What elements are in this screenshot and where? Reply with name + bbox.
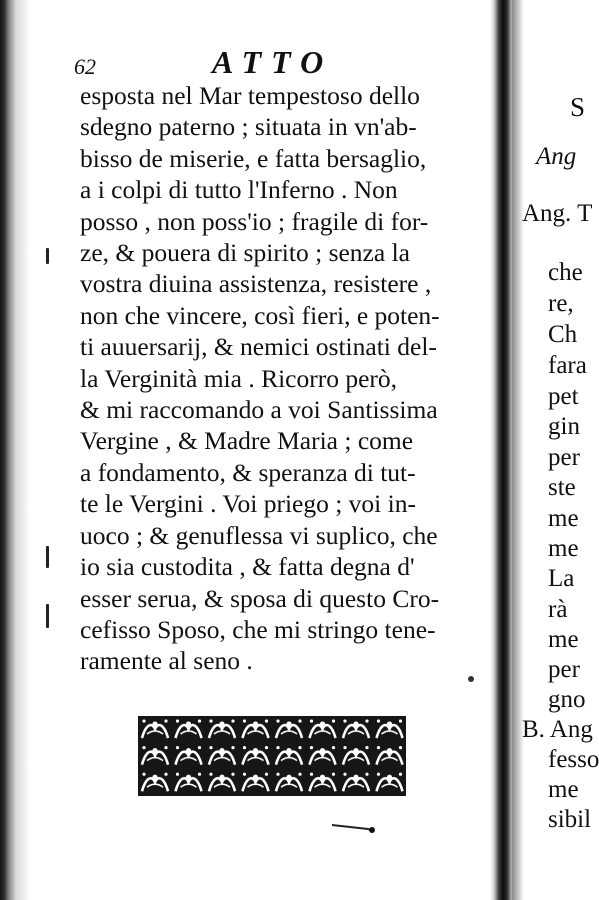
text-line: cefisso Sposo, che mi stringo tene-	[80, 614, 436, 644]
text-line: non che vincere, così fieri, e poten-	[80, 300, 440, 330]
facing-line: me	[548, 535, 579, 562]
facing-line: gno	[548, 686, 586, 713]
facing-line: sibil	[548, 806, 592, 833]
page-heading: ATTO	[212, 44, 334, 80]
facing-line: S	[570, 92, 586, 122]
text-line: ti auuersarij, & nemici ostinati del-	[80, 332, 437, 362]
facing-line: re,	[548, 290, 574, 317]
text-line: & mi raccomando a voi Santissima	[80, 395, 438, 425]
text-line: la Verginità mia . Ricorro però,	[80, 363, 398, 393]
ink-speck	[466, 674, 476, 684]
facing-line: Ang. T	[522, 200, 593, 227]
text-line: uoco ; & genuflessa vi suplico, che	[80, 520, 438, 550]
facing-line: che	[548, 259, 583, 286]
facing-line: B. Ang	[522, 716, 593, 743]
facing-page-fragment	[522, 0, 599, 900]
text-line: ramente al seno .	[80, 646, 253, 676]
text-line: Vergine , & Madre Maria ; come	[80, 426, 414, 456]
text-line: posso , non poss'io ; fragile di for-	[80, 206, 429, 236]
facing-line: gin	[548, 413, 580, 440]
text-line: ze, & pouera di spirito ; senza la	[80, 238, 410, 268]
running-head	[72, 44, 492, 84]
facing-line: fara	[548, 352, 587, 379]
text-line: bisso de miserie, e fatta bersaglio,	[80, 143, 427, 173]
facing-line: Ang	[536, 143, 577, 170]
text-line: esser serua, & sposa di questo Cro-	[80, 583, 440, 613]
facing-line: me	[548, 505, 579, 532]
body-text	[80, 80, 490, 677]
text-line: a i colpi di tutto l'Inferno . Non	[80, 175, 398, 205]
facing-line: ste	[548, 474, 576, 501]
ink-stroke	[330, 823, 380, 833]
text-line: esposta nel Mar tempestoso dello	[80, 81, 420, 110]
page-number: 62	[74, 54, 96, 79]
facing-line: me	[548, 776, 579, 803]
page-gutter	[490, 0, 512, 900]
facing-line: rà	[548, 596, 568, 623]
facing-line: La	[548, 565, 575, 592]
text-line: a fondamento, & speranza di tut-	[80, 457, 416, 487]
binding-shadow	[0, 0, 38, 900]
facing-line: Ch	[548, 321, 578, 348]
text-line: vostra diuina assistenza, resistere ,	[80, 269, 432, 299]
text-line: te le Vergini . Voi priego ; voi in-	[80, 489, 416, 519]
text-line: io sia custodita , & fatta degna d'	[80, 552, 415, 582]
facing-line: per	[548, 444, 580, 471]
facing-line: me	[548, 626, 579, 653]
facing-line: fesso	[548, 746, 599, 773]
facing-line: pet	[548, 383, 579, 410]
facing-line: per	[548, 656, 580, 683]
printers-ornament	[138, 716, 406, 796]
text-line: sdegno paterno ; situata in vn'ab-	[80, 112, 417, 142]
